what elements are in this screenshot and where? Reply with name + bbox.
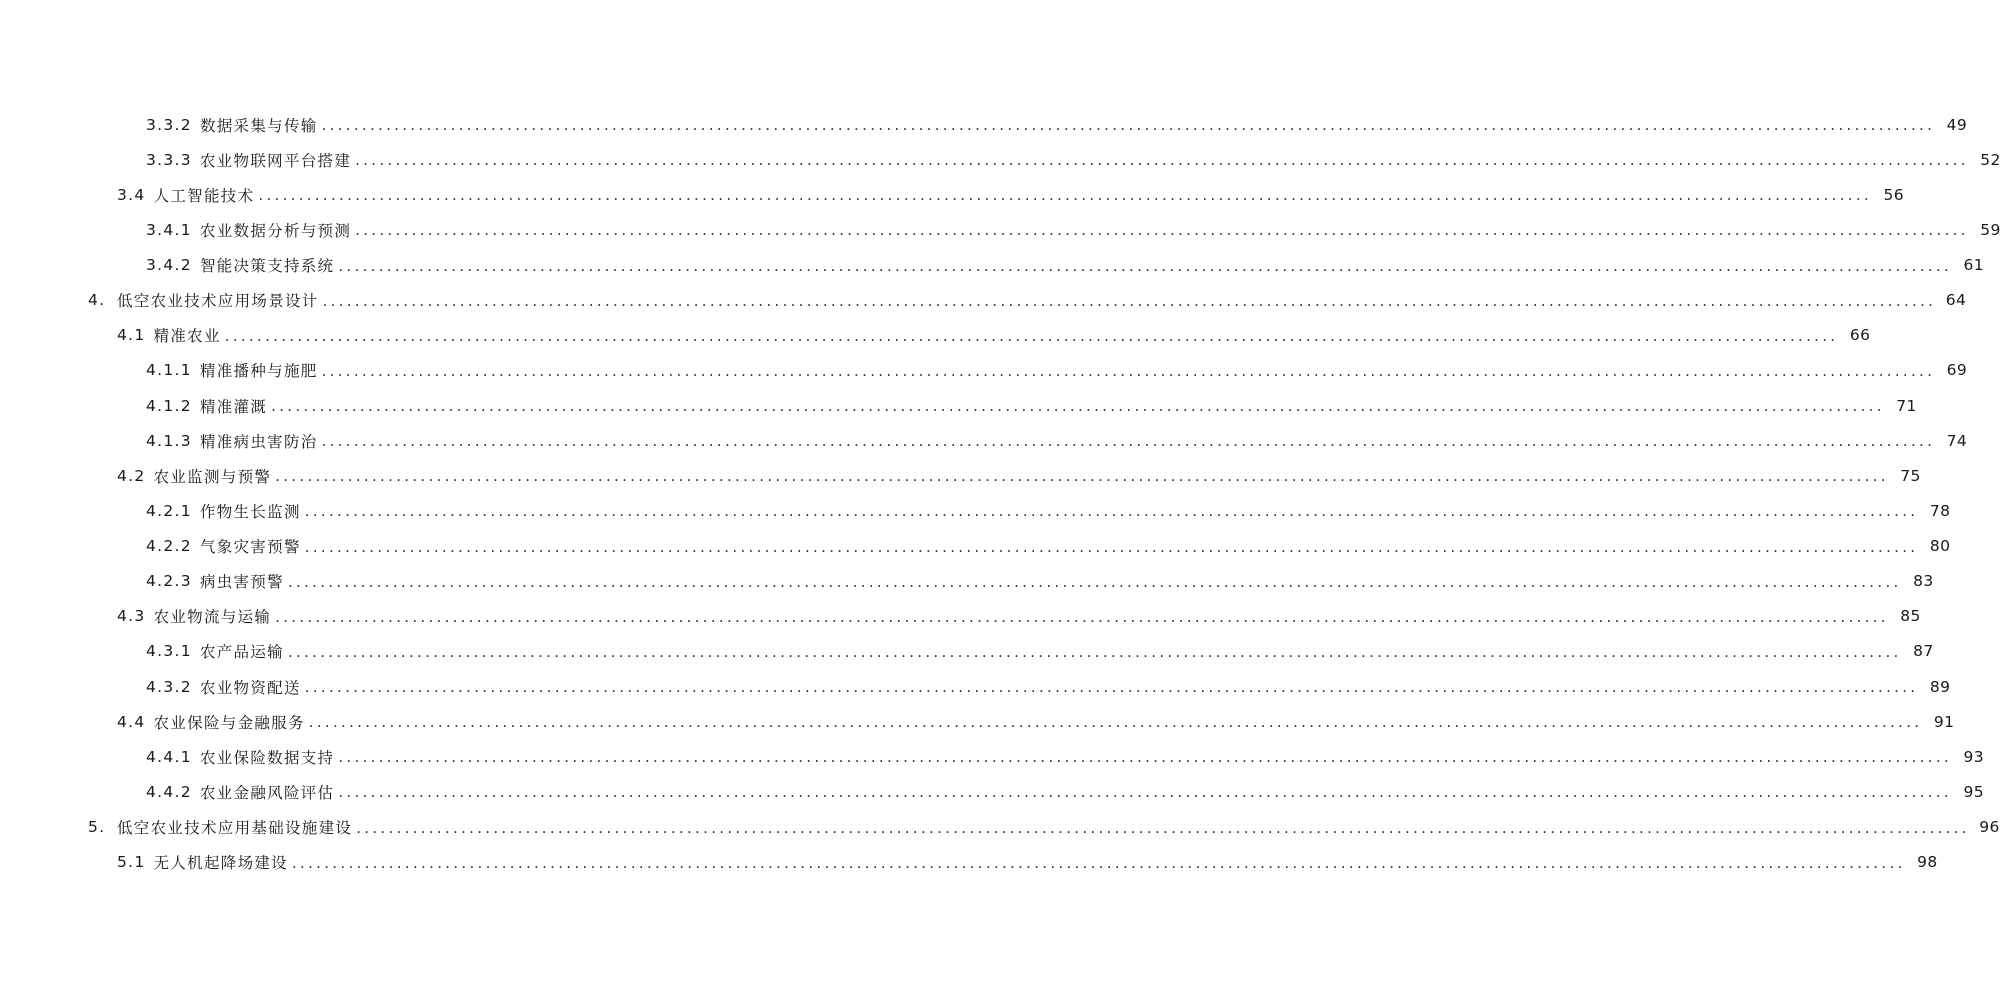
toc-dot-leader: ........................................................................................................................................................................................................ bbox=[287, 572, 1902, 591]
toc-entry[interactable] bbox=[0, 810, 2000, 845]
toc-entry-number: 4.2 bbox=[117, 466, 146, 485]
toc-entry[interactable] bbox=[0, 529, 1951, 564]
toc-dot-leader: ........................................................................................................................................................................................................ bbox=[275, 467, 1889, 486]
toc-entry-page: 93 bbox=[1963, 747, 1984, 766]
table-of-contents bbox=[0, 107, 2001, 880]
toc-entry[interactable] bbox=[0, 739, 1984, 774]
toc-entry-number: 4.1 bbox=[117, 326, 146, 345]
toc-entry-title: 农业保险与金融服务 bbox=[153, 713, 305, 732]
toc-entry[interactable] bbox=[0, 634, 1934, 669]
toc-entry-number: 4.2.2 bbox=[146, 537, 192, 556]
toc-dot-leader: ........................................................................................................................................................................................................ bbox=[308, 713, 1923, 732]
toc-entry-page: 56 bbox=[1883, 185, 1904, 204]
toc-entry-number: 4.4.1 bbox=[146, 747, 192, 766]
toc-dot-leader: ........................................................................................................................................................................................................ bbox=[356, 818, 1970, 837]
toc-entry-title: 数据采集与传输 bbox=[199, 116, 318, 135]
toc-entry-page: 75 bbox=[1900, 466, 1921, 485]
toc-dot-leader: ........................................................................................................................................................................................................ bbox=[338, 256, 1952, 275]
toc-entry-number: 3.4.2 bbox=[146, 256, 192, 275]
toc-entry-title: 农业金融风险评估 bbox=[199, 783, 335, 802]
toc-entry-title: 农业物资配送 bbox=[199, 678, 301, 697]
toc-entry[interactable] bbox=[0, 107, 1968, 142]
toc-entry-page: 64 bbox=[1945, 291, 1967, 310]
toc-entry-title: 精准病虫害防治 bbox=[199, 432, 318, 451]
toc-entry-page: 59 bbox=[1980, 220, 2001, 239]
toc-entry-number: 3.4.1 bbox=[146, 220, 192, 239]
toc-entry-title: 气象灾害预警 bbox=[199, 538, 301, 557]
toc-dot-leader: ........................................................................................................................................................................................................ bbox=[275, 607, 1889, 626]
toc-entry-title: 精准灌溉 bbox=[199, 397, 268, 416]
toc-entry-number: 4.2.1 bbox=[146, 501, 192, 520]
toc-entry-number: 3.3.3 bbox=[146, 150, 192, 169]
toc-entry-number: 5.1 bbox=[117, 853, 146, 872]
toc-entry-title: 病虫害预警 bbox=[199, 573, 284, 592]
toc-entry-number: 5. bbox=[88, 818, 106, 837]
toc-dot-leader: ........................................................................................................................................................................................................ bbox=[321, 116, 1936, 135]
toc-entry[interactable] bbox=[0, 248, 1984, 283]
toc-entry-title: 农业物联网平台搭建 bbox=[199, 151, 352, 170]
toc-entry-page: 83 bbox=[1913, 572, 1934, 591]
toc-dot-leader: ........................................................................................................................................................................................................ bbox=[304, 537, 1919, 556]
toc-entry-title: 农业监测与预警 bbox=[153, 467, 272, 486]
toc-entry-title: 人工智能技术 bbox=[153, 186, 255, 205]
toc-entry-title: 作物生长监测 bbox=[199, 502, 301, 521]
toc-entry-page: 61 bbox=[1963, 256, 1984, 275]
toc-entry-number: 4.1.1 bbox=[146, 361, 192, 380]
toc-entry-page: 66 bbox=[1849, 326, 1871, 345]
toc-dot-leader: ........................................................................................................................................................................................................ bbox=[271, 397, 1885, 416]
toc-entry[interactable] bbox=[0, 423, 1968, 458]
toc-entry[interactable] bbox=[0, 142, 2001, 177]
toc-entry[interactable] bbox=[0, 845, 1938, 880]
toc-entry-number: 4.3.1 bbox=[146, 642, 192, 661]
toc-entry-page: 74 bbox=[1946, 431, 1968, 450]
toc-entry-number: 4.4 bbox=[117, 712, 146, 731]
toc-entry-page: 96 bbox=[1979, 818, 2000, 837]
toc-entry-title: 农业物流与运输 bbox=[153, 608, 272, 627]
toc-entry-title: 农业数据分析与预测 bbox=[199, 221, 352, 240]
toc-dot-leader: ........................................................................................................................................................................................................ bbox=[304, 678, 1919, 697]
toc-entry-number: 4.3 bbox=[117, 607, 146, 626]
toc-dot-leader: ........................................................................................................................................................................................................ bbox=[338, 748, 1952, 767]
toc-entry[interactable] bbox=[0, 564, 1934, 599]
toc-dot-leader: ........................................................................................................................................................................................................ bbox=[321, 361, 1936, 380]
toc-dot-leader: ........................................................................................................................................................................................................ bbox=[321, 432, 1936, 451]
toc-entry-page: 52 bbox=[1980, 150, 2001, 169]
toc-entry[interactable] bbox=[0, 177, 1904, 212]
toc-entry[interactable] bbox=[0, 704, 1955, 739]
toc-entry-title: 农产品运输 bbox=[199, 643, 284, 662]
toc-dot-leader: ........................................................................................................................................................................................................ bbox=[355, 151, 1969, 170]
toc-entry[interactable] bbox=[0, 493, 1951, 528]
toc-dot-leader: ........................................................................................................................................................................................................ bbox=[224, 326, 1839, 345]
toc-entry-number: 3.3.2 bbox=[146, 115, 192, 134]
toc-entry[interactable] bbox=[0, 353, 1968, 388]
toc-entry[interactable] bbox=[0, 458, 1921, 493]
toc-dot-leader: ........................................................................................................................................................................................................ bbox=[304, 502, 1919, 521]
toc-entry-page: 91 bbox=[1933, 712, 1955, 731]
toc-entry-page: 49 bbox=[1946, 115, 1968, 134]
toc-entry[interactable] bbox=[0, 599, 1921, 634]
toc-dot-leader: ........................................................................................................................................................................................................ bbox=[291, 853, 1906, 872]
toc-entry[interactable] bbox=[0, 669, 1951, 704]
toc-entry-number: 4.1.2 bbox=[146, 396, 192, 415]
toc-entry-page: 87 bbox=[1913, 642, 1934, 661]
toc-entry-title: 精准农业 bbox=[153, 327, 221, 346]
toc-entry[interactable] bbox=[0, 212, 2001, 247]
toc-entry-page: 71 bbox=[1896, 396, 1917, 415]
toc-entry-number: 4.2.3 bbox=[146, 572, 192, 591]
toc-entry-number: 4.3.2 bbox=[146, 677, 192, 696]
toc-entry[interactable] bbox=[0, 283, 1967, 318]
toc-entry-page: 89 bbox=[1929, 677, 1951, 696]
toc-entry-page: 80 bbox=[1929, 537, 1951, 556]
toc-entry-page: 69 bbox=[1946, 361, 1968, 380]
toc-dot-leader: ........................................................................................................................................................................................................ bbox=[287, 642, 1902, 661]
toc-entry-page: 85 bbox=[1900, 607, 1921, 626]
toc-entry-title: 无人机起降场建设 bbox=[153, 854, 288, 873]
toc-entry-title: 低空农业技术应用场景设计 bbox=[117, 292, 319, 311]
toc-entry-number: 4. bbox=[88, 291, 106, 310]
toc-dot-leader: ........................................................................................................................................................................................................ bbox=[258, 186, 1872, 205]
toc-entry-title: 精准播种与施肥 bbox=[199, 362, 318, 381]
toc-entry-title: 低空农业技术应用基础设施建设 bbox=[117, 819, 353, 838]
toc-dot-leader: ........................................................................................................................................................................................................ bbox=[338, 783, 1952, 802]
toc-entry-title: 农业保险数据支持 bbox=[199, 748, 335, 767]
toc-entry-page: 78 bbox=[1929, 501, 1951, 520]
toc-entry-title: 智能决策支持系统 bbox=[199, 257, 335, 276]
toc-entry-number: 4.4.2 bbox=[146, 782, 192, 801]
toc-entry[interactable] bbox=[0, 388, 1917, 423]
toc-entry-number: 4.1.3 bbox=[146, 431, 192, 450]
toc-dot-leader: ........................................................................................................................................................................................................ bbox=[355, 221, 1969, 240]
toc-entry[interactable] bbox=[0, 774, 1984, 809]
toc-entry-page: 98 bbox=[1917, 853, 1938, 872]
toc-dot-leader: ........................................................................................................................................................................................................ bbox=[322, 291, 1937, 310]
toc-entry-number: 3.4 bbox=[117, 185, 146, 204]
toc-entry-page: 95 bbox=[1963, 782, 1984, 801]
toc-entry[interactable] bbox=[0, 318, 1871, 353]
